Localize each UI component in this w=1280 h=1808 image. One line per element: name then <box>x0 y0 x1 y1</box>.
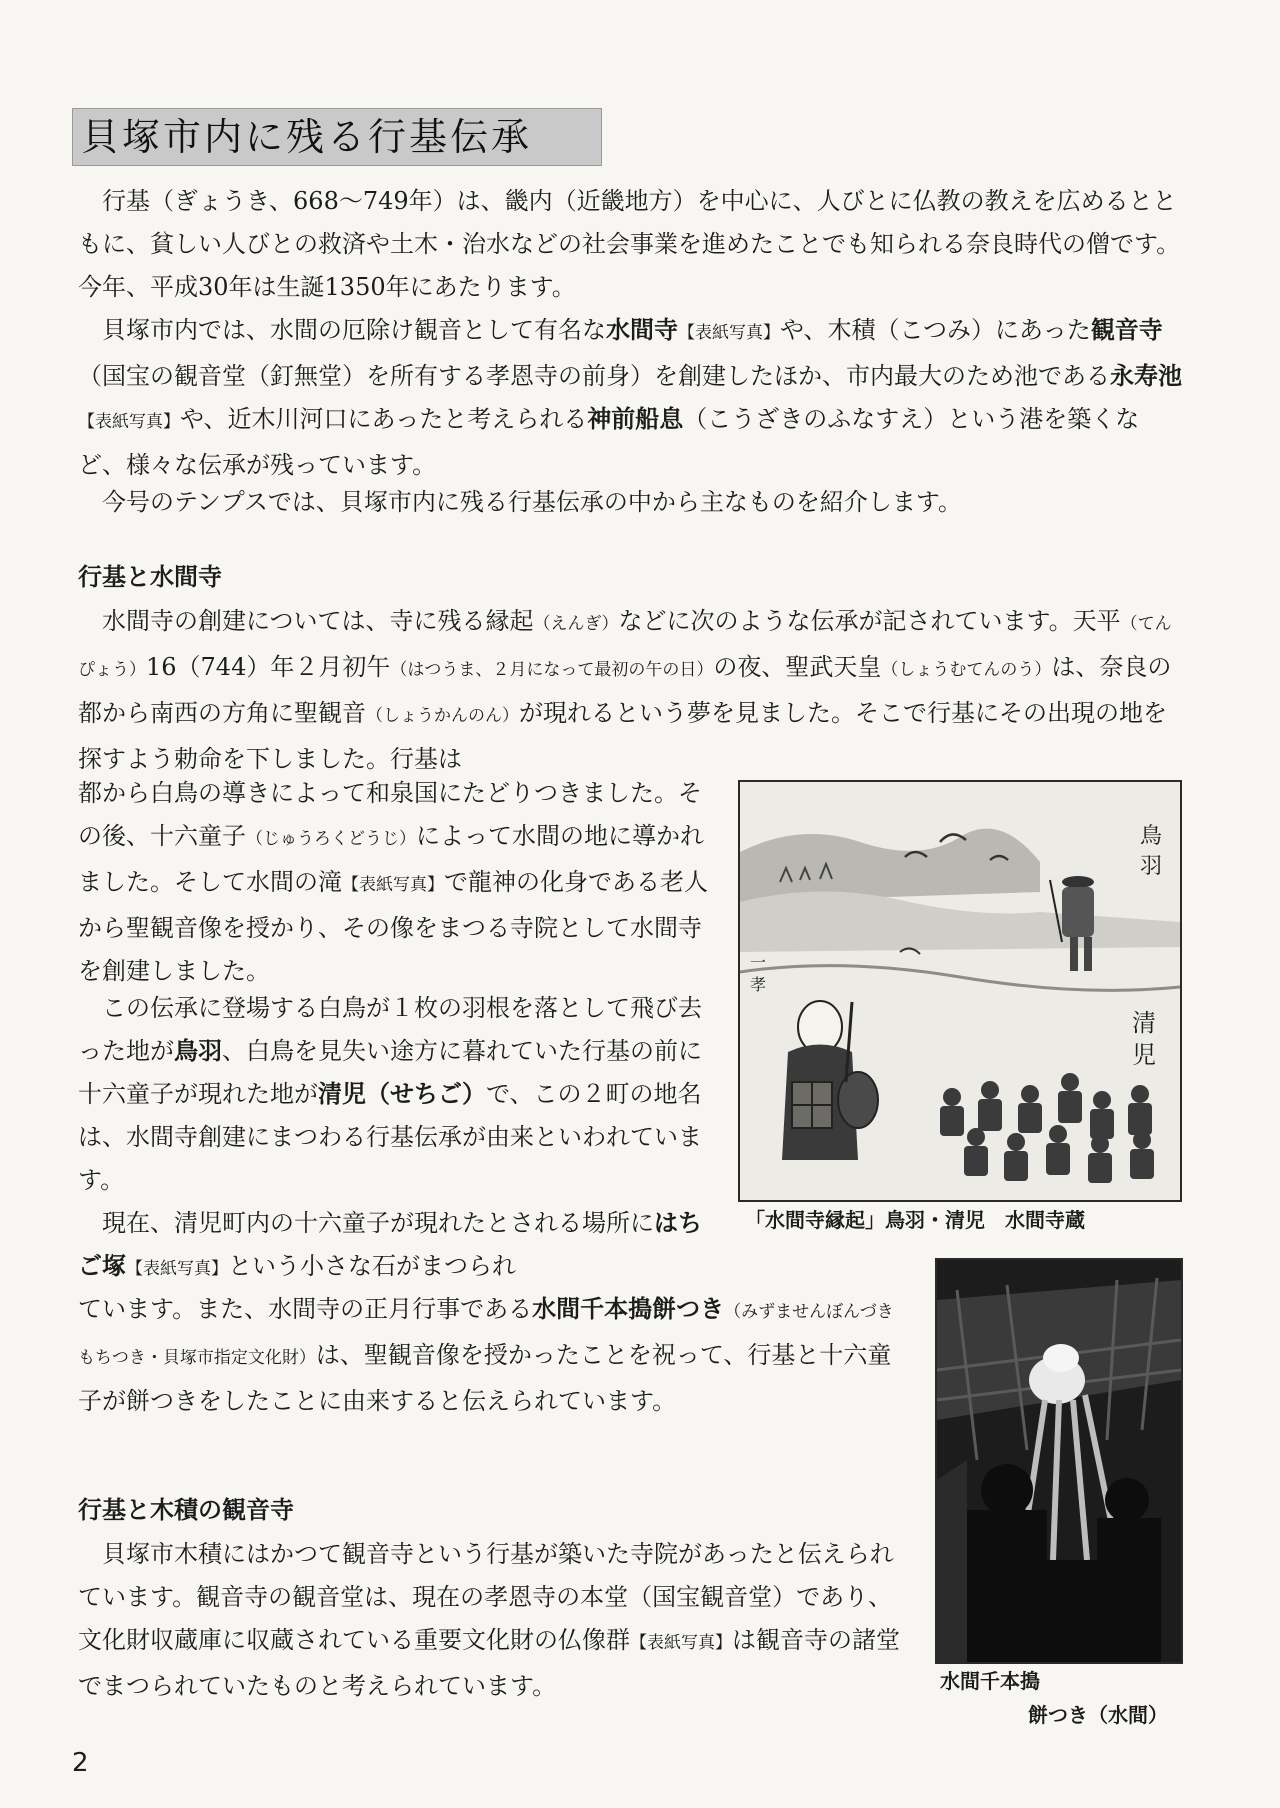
section2-paragraph-1 <box>78 1533 910 1708</box>
text: （国宝の観音堂（釘無堂）を所有する孝恩寺の前身）を創建したほか、市内最大のため池である <box>78 362 1110 390</box>
text: は観音寺の諸堂でまつられていたものと考えられています。 <box>78 1626 900 1700</box>
text: の夜、聖武天皇 <box>713 653 882 681</box>
text: ています。また、水間寺の正月行事である <box>78 1295 533 1323</box>
intro-paragraph-3: 今号のテンプスでは、貝塚市内に残る行基伝承の中から主なものを紹介します。 <box>102 488 962 516</box>
note: 【表紙写真】 <box>78 412 180 432</box>
text: 貝塚市木積にはかつて観音寺という行基が築いた寺院があったと伝えられています。観音寺の観音堂は、現在の孝恩寺の本堂（国宝観音堂）であり、文化財収蔵庫に収蔵されている重要文化財の仏像群 <box>78 1540 894 1654</box>
text: 、白鳥を見失い途方に暮れていた行基の前に十六童子が現れた地が <box>78 1037 702 1108</box>
section1-paragraph-3 <box>78 1202 718 1291</box>
keyword-mizuma-senbonzuki: 水間千本搗餅つき <box>532 1295 725 1323</box>
text: 16（744）年２月初午 <box>146 653 391 681</box>
illustration-label-toba: 鳥羽 <box>1140 824 1163 879</box>
keyword-sechigo-reading: （せちご） <box>366 1080 486 1108</box>
note: 【表紙写真】 <box>342 875 444 895</box>
keyword-kozaki-funasue: 神前船息 <box>587 405 684 433</box>
text: などに次のような伝承が記されています。天平 <box>618 607 1121 635</box>
text: や、近木川河口にあったと考えられる <box>180 405 588 433</box>
intro-paragraph-2 <box>78 309 1183 487</box>
text: が現れるという夢を見ました。そこで行基にその出現の地を探すよう勅命を下しました。行基は <box>78 699 1167 773</box>
text: （こうざきのふなすえ）という港を築くなど、様々な伝承が残っています。 <box>78 405 1140 479</box>
text: 現在、清児町内の十六童子が現れたとされる場所に <box>102 1209 654 1237</box>
text: 貝塚市内では、水間の厄除け観音として有名な <box>102 316 606 344</box>
text: は、奈良の都から南西の方角に聖観音 <box>78 653 1172 727</box>
reading: （じゅうろくどうじ） <box>246 829 416 849</box>
text: によって水間の地に導かれました。そして水間の滝 <box>78 822 704 896</box>
page-number: 2 <box>72 1748 89 1778</box>
page-title: 貝塚市内に残る行基伝承 <box>72 108 602 166</box>
note: 【表紙写真】 <box>126 1259 228 1279</box>
keyword-eijuike: 永寿池 <box>1110 362 1182 390</box>
text: という小さな石がまつられ <box>228 1252 516 1280</box>
illustration-caption: 「水間寺縁起」鳥羽・清児 水間寺蔵 <box>745 1208 1085 1232</box>
photo-drawing <box>937 1260 1181 1662</box>
section1-paragraph-1-continued <box>78 772 713 993</box>
section1-paragraph-2 <box>78 987 713 1202</box>
reading: （しょうかんのん） <box>366 706 519 726</box>
text: や、木積（こつみ）にあった <box>780 316 1091 344</box>
keyword-kannonji: 観音寺 <box>1090 316 1163 344</box>
keyword-sechigo: 清児 <box>318 1080 366 1108</box>
section1-paragraph-1 <box>78 600 1183 781</box>
reading: （えんぎ） <box>533 614 619 634</box>
reading: （はつうま、２月になって最初の午の日） <box>390 660 714 680</box>
photo-caption-line-1: 水間千本搗 <box>940 1669 1040 1693</box>
reading: （てんぴょう） <box>78 614 1172 680</box>
intro-paragraph-1: 行基（ぎょうき、668〜749年）は、畿内（近畿地方）を中心に、人びとに仏教の教えを広めるとともに、貧しい人びとの救済や土木・治水などの社会事業を進めたことでも知られる奈良時代の僧です。今年、平成30年は生誕1350年にあたります。 <box>78 187 1181 301</box>
text: 都から白鳥の導きによって和泉国にたどりつきました。その後、十六童子 <box>78 779 702 850</box>
section-heading-gyoki-kannonji: 行基と木積の観音寺 <box>78 1496 294 1524</box>
text: 水間寺の創建については、寺に残る縁起 <box>102 607 534 635</box>
illustration-signature: 一孝 <box>750 953 767 994</box>
illustration-drawing <box>740 782 1180 1200</box>
illustration-label-sechigo: 清児 <box>1132 1009 1156 1069</box>
keyword-chigozuka: はちご塚 <box>78 1209 702 1280</box>
section1-paragraph-3-continued <box>78 1288 910 1423</box>
keyword-toba: 鳥羽 <box>174 1037 222 1065</box>
keyword-mizumadera: 水間寺 <box>606 316 678 344</box>
note: 【表紙写真】 <box>678 323 780 343</box>
photo-mizuma-senbonzuki <box>935 1258 1183 1664</box>
note: 【表紙写真】 <box>630 1633 732 1653</box>
photo-caption-line-2: 餅つき（水間） <box>1028 1703 1168 1727</box>
text: で龍神の化身である老人から聖観音像を授かり、その像をまつる寺院として水間寺を創建しました。 <box>78 868 708 985</box>
section-heading-gyoki-mizumadera: 行基と水間寺 <box>78 563 222 591</box>
text: で、この２町の地名は、水間寺創建にまつわる行基伝承が由来といわれています。 <box>78 1080 702 1194</box>
reading: （しょうむてんのう） <box>881 660 1052 680</box>
text: は、聖観音像を授かったことを祝って、行基と十六童子が餅つきをしたことに由来すると伝えられています。 <box>78 1341 892 1415</box>
illustration-mizumadera-engi <box>738 780 1182 1202</box>
text: この伝承に登場する白鳥が１枚の羽根を落として飛び去った地が <box>78 994 702 1065</box>
reading: （みずませんぼんづきもちつき・貝塚市指定文化財） <box>78 1302 894 1368</box>
